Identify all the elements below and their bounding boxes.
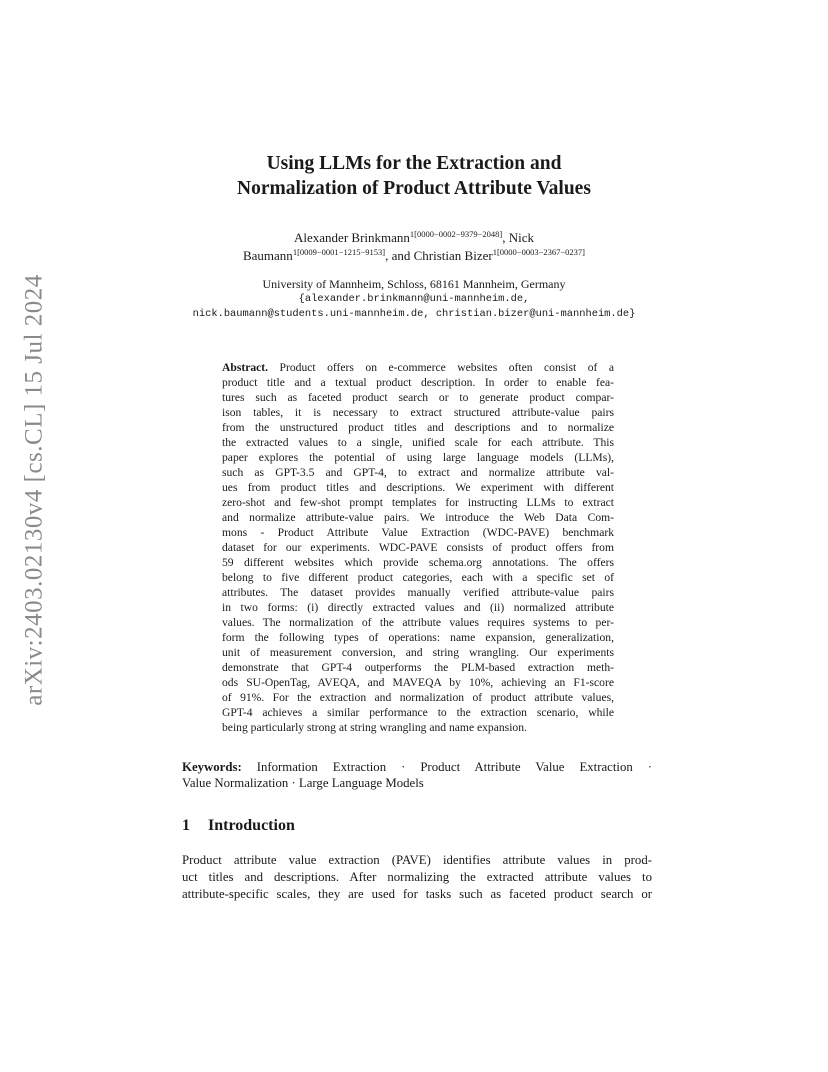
author-emails [120,292,708,322]
abstract-line: of 91%. For the extraction and normalization of product attribute values, [222,691,614,704]
section-heading [182,816,652,836]
abstract-line: ods SU-OpenTag, AVEQA, and MAVEQA by 10%, achieving an F1-score [222,676,614,689]
keywords-text: Information Extraction · Product Attribute Value Extraction · [256,760,652,774]
abstract-line: attributes. The dataset provides manually verified attribute-value pairs [222,586,614,599]
paragraph-line: Product attribute value extraction (PAVE) identifies attribute values in prod- [182,853,652,867]
abstract-line: mons - Product Attribute Value Extraction (WDC-PAVE) benchmark [222,526,614,539]
abstract-line: in two forms: (i) directly extracted values and (ii) normalized attribute [222,601,614,614]
affiliation: University of Mannheim, Schloss, 68161 Mannheim, Germany [262,277,566,291]
abstract-line: GPT-4 achieves a similar performance to the extraction scenario, while [222,706,614,719]
author-orcid: 1[0000−0003−2367−0237] [492,247,585,257]
introduction-paragraph [182,852,652,903]
author-separator: , Nick [502,230,534,245]
abstract-line: zero-shot and few-shot prompt templates for instructing LLMs to extract [222,496,614,509]
author-line [150,247,678,265]
email-line: {alexander.brinkmann@uni-mannheim.de, [298,293,530,305]
abstract-text: Product offers on e-commerce websites often consist of a [279,361,614,374]
author-line [150,229,678,247]
arxiv-sidebar-stamp [20,274,50,706]
abstract-line: belong to five different product categories, each with a specific set of [222,571,614,584]
abstract-line: the extracted values to a single, unified scale for each attribute. This [222,436,614,449]
author-name: Baumann [242,248,293,263]
abstract-line: ison tables, it is necessary to extract structured attribute-value pairs [222,406,614,419]
abstract-line: ues from product titles and descriptions. We experiment with different [222,481,614,494]
abstract-line: values. The normalization of the attribute values requires systems to per- [222,616,614,629]
author-name: Alexander Brinkmann [294,230,410,245]
abstract-line [222,360,614,375]
section-number: 1 [182,817,190,834]
email-line: nick.baumann@students.uni-mannheim.de, christian.bizer@uni-mannheim.de} [192,308,636,320]
abstract-line: being particularly strong at string wrangling and name expansion. [222,721,527,734]
title-line: Normalization of Product Attribute Values [237,178,591,199]
abstract-line: product title and a textual product description. In order to enable fea- [222,376,614,389]
abstract-line: demonstrate that GPT-4 outperforms the PLM-based extraction meth- [222,661,614,674]
abstract-line: form the following types of operations: name expansion, generalization, [222,631,614,644]
abstract-line: dataset for our experiments. WDC-PAVE consists of product offers from [222,541,614,554]
author-list [150,229,678,265]
abstract-line: from the unstructured product titles and descriptions and to normalize [222,421,614,434]
author-orcid: 1[0009−0001−1215−9153] [292,247,386,257]
author-orcid: 1[0000−0002−9379−2048] [409,229,503,239]
author-name: , and Christian Bizer [385,248,493,263]
keywords-line [182,759,652,775]
paragraph-line: uct titles and descriptions. After normalizing the extracted attribute values to [182,870,652,884]
abstract-line: and normalize attribute-value pairs. We introduce the Web Data Com- [222,511,614,524]
abstract-line: unit of measurement conversion, and string wrangling. Our experiments [222,646,614,659]
title-line: Using LLMs for the Extraction and [266,153,562,174]
paper-title [150,151,678,201]
abstract [222,360,614,735]
arxiv-stamp-text: arXiv:2403.02130v4 [cs.CL] 15 Jul 2024 [21,274,48,706]
abstract-line: 59 different websites which provide schema.org annotations. The offers [222,556,614,569]
abstract-label: Abstract. [222,361,269,374]
keywords-label: Keywords: [182,760,242,774]
section-title: Introduction [208,817,295,834]
paragraph-line: attribute-specific scales, they are used for tasks such as faceted product search or [182,887,652,901]
abstract-line: such as GPT-3.5 and GPT-4, to extract and normalize attribute val- [222,466,614,479]
abstract-line: paper explores the potential of using large language models (LLMs), [222,451,614,464]
keywords-line: Value Normalization · Large Language Models [182,776,424,790]
abstract-line: tures such as faceted product search or to generate product compar- [222,391,614,404]
keywords [182,759,652,791]
